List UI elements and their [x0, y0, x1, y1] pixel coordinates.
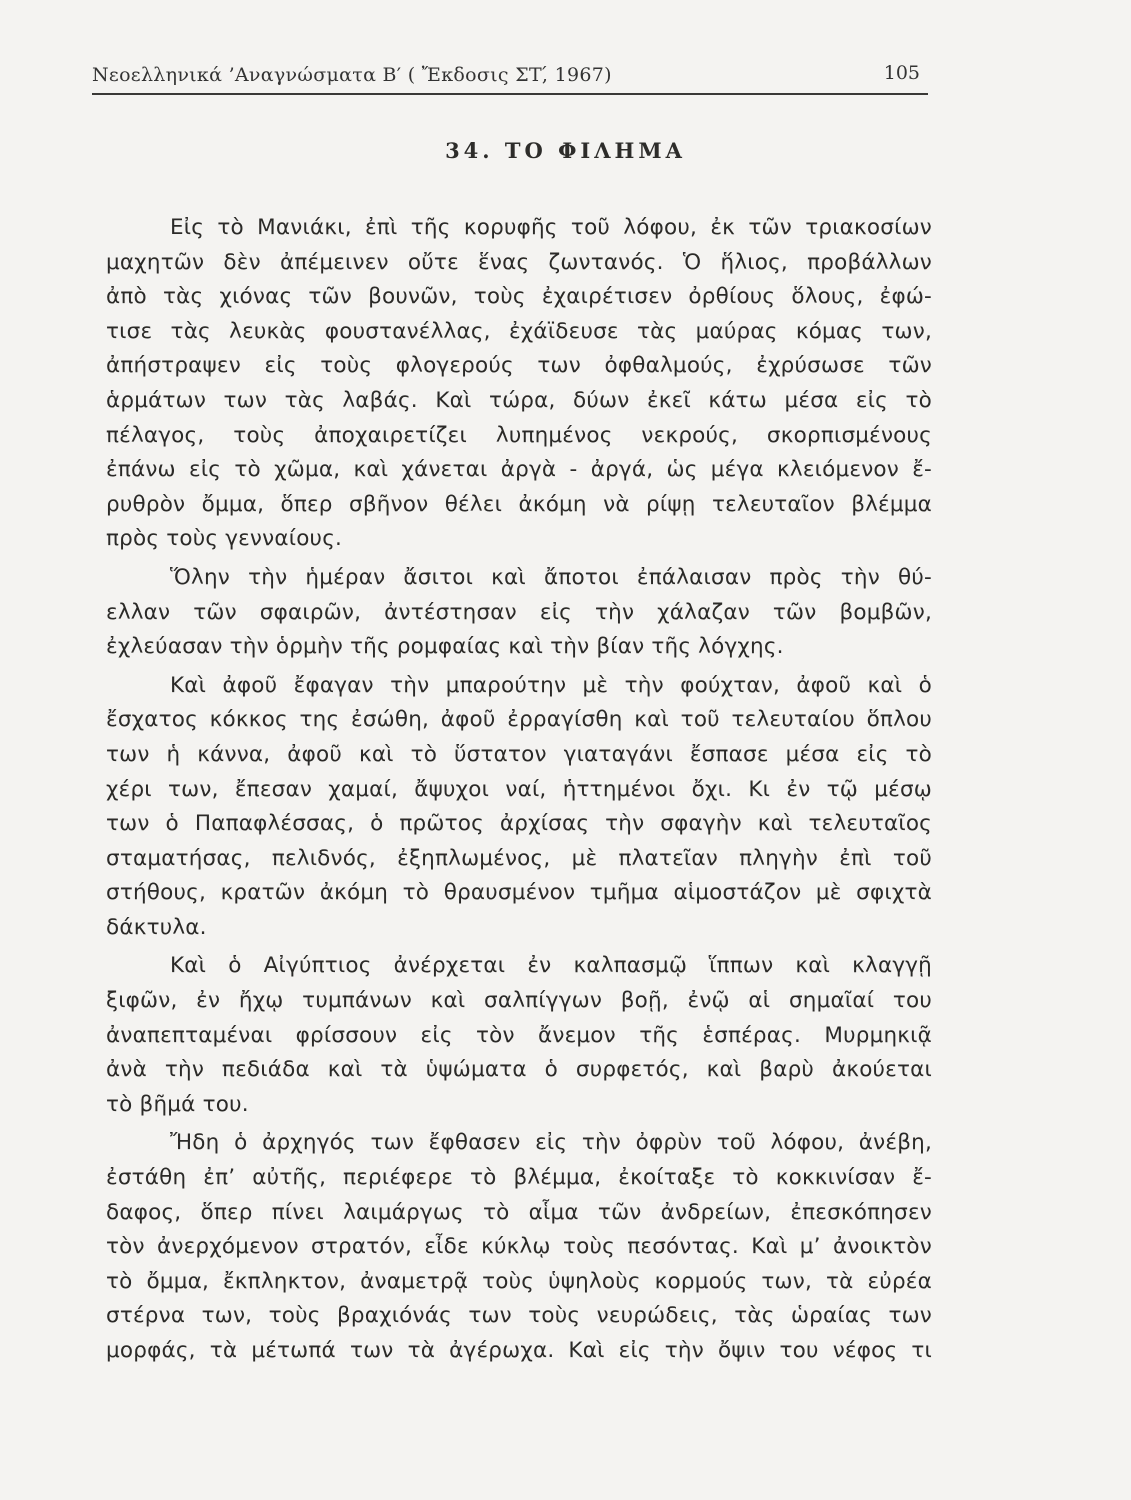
text-line: δάκτυλα. [106, 914, 207, 940]
text-line: χέρι των, ἔπεσαν χαμαί, ἄψυχοι ναί, ἡττημένοι ὄχι. Κι ἐν τῷ μέσῳ [106, 776, 932, 802]
text-line: δαφος, ὅπερ πίνει λαιμάργως τὸ αἷμα τῶν ἀνδρείων, ἐπεσκόπησεν [106, 1199, 932, 1225]
text-line: των ἡ κάννα, ἀφοῦ καὶ τὸ ὕστατον γιαταγάνι ἔσπασε μέσα εἰς τὸ [106, 741, 932, 767]
text-line: Εἰς τὸ Μανιάκι, ἐπὶ τῆς κορυφῆς τοῦ λόφου, ἐκ τῶν τριακοσίων [170, 215, 932, 240]
text-line: ἀνὰ τὴν πεδιάδα καὶ τὰ ὑψώματα ὁ συρφετός, καὶ βαρὺ ἀκούεται [106, 1057, 932, 1083]
text-line: ἀπὸ τὰς χιόνας τῶν βουνῶν, τοὺς ἐχαιρέτισεν ὀρθίους ὅλους, ἐφώ- [106, 284, 932, 310]
text-line: Ἤδη ὁ ἀρχηγός των ἔφθασεν εἰς τὴν ὀφρὺν τοῦ λόφου, ἀνέβη, [170, 1130, 932, 1156]
text-line: τισε τὰς λευκὰς φουστανέλλας, ἐχάϊδευσε τὰς μαύρας κόμας των, [106, 318, 932, 344]
running-title: Νεοελληνικά ’Αναγνώσματα Β′ ( Ἔκδοσις ΣΤ,́ 1967) [92, 64, 612, 86]
paragraph [106, 669, 932, 946]
text-body [106, 211, 932, 1369]
text-line: πέλαγος, τοὺς ἀποχαιρετίζει λυπημένος νεκρούς, σκορπισμένους [106, 422, 932, 448]
chapter-title: 34. ΤΟ ΦΙΛΗΜΑ [445, 138, 686, 163]
text-line: ἁρμάτων των τὰς λαβάς. Καὶ τώρα, δύων ἐκεῖ κάτω μέσα εἰς τὸ [106, 387, 932, 413]
paragraph [106, 1126, 932, 1368]
text-line: στέρνα των, τοὺς βραχιόνάς των τοὺς νευρώδεις, τὰς ὡραίας των [106, 1303, 932, 1329]
page-number: 105 [883, 62, 920, 84]
text-line: ἐχλεύασαν τὴν ὁρμὴν τῆς ρομφαίας καὶ τὴν βίαν τῆς λόγχης. [106, 634, 784, 660]
text-line: Καὶ ἀφοῦ ἔφαγαν τὴν μπαρούτην μὲ τὴν φούχταν, ἀφοῦ καὶ ὁ [170, 672, 932, 698]
text-line: τὸ βῆμά του. [106, 1091, 249, 1117]
text-line: ρυθρὸν ὄμμα, ὅπερ σβῆνον θέλει ἀκόμη νὰ ρίψῃ τελευταῖον βλέμμα [106, 491, 932, 517]
text-line: πρὸς τοὺς γενναίους. [106, 526, 343, 552]
text-line: ἀπήστραψεν εἰς τοὺς φλογερούς των ὀφθαλμούς, ἐχρύσωσε τῶν [106, 353, 932, 379]
text-line: Ὅλην τὴν ἡμέραν ἄσιτοι καὶ ἄποτοι ἐπάλαισαν πρὸς τὴν θύ- [170, 564, 932, 590]
text-line: ἐστάθη ἐπ’ αὐτῆς, περιέφερε τὸ βλέμμα, ἐκοίταξε τὸ κοκκινίσαν ἔ- [106, 1165, 932, 1191]
running-header [92, 62, 928, 92]
text-line: ελλαν τῶν σφαιρῶν, ἀντέστησαν εἰς τὴν χάλαζαν τῶν βομβῶν, [106, 599, 932, 625]
paragraph [106, 949, 932, 1122]
text-line: στήθους, κρατῶν ἀκόμη τὸ θραυσμένον τμῆμα αἱμοστάζον μὲ σφιχτὰ [106, 880, 932, 906]
text-line: ἐπάνω εἰς τὸ χῶμα, καὶ χάνεται ἀργὰ - ἀργά, ὡς μέγα κλειόμενον ἔ- [106, 457, 932, 483]
text-line: ἀναπεπταμέναι φρίσσουν εἰς τὸν ἄνεμον τῆς ἑσπέρας. Μυρμηκιᾷ [106, 1022, 932, 1048]
text-line: ἔσχατος κόκκος της ἐσώθη, ἀφοῦ ἐρραγίσθη καὶ τοῦ τελευταίου ὅπλου [106, 707, 932, 733]
text-line: μορφάς, τὰ μέτωπά των τὰ ἀγέρωχα. Καὶ εἰς τὴν ὄψιν του νέφος τι [106, 1338, 932, 1363]
header-rule [92, 93, 928, 95]
paragraph [106, 561, 932, 665]
text-line: Καὶ ὁ Αἰγύπτιος ἀνέρχεται ἐν καλπασμῷ ἵππων καὶ κλαγγῇ [170, 953, 932, 979]
text-line: μαχητῶν δὲν ἀπέμεινεν οὔτε ἕνας ζωντανός. Ὁ ἥλιος, προβάλλων [106, 249, 932, 275]
text-line: τὸ ὄμμα, ἔκπληκτον, ἀναμετρᾷ τοὺς ὑψηλοὺς κορμούς των, τὰ εὐρέα [106, 1268, 932, 1294]
text-line: τὸν ἀνερχόμενον στρατόν, εἶδε κύκλῳ τοὺς πεσόντας. Καὶ μ’ ἀνοικτὸν [106, 1234, 932, 1260]
text-line: ξιφῶν, ἐν ἤχῳ τυμπάνων καὶ σαλπίγγων βοῇ, ἐνῷ αἱ σημαῖαί του [106, 988, 932, 1014]
text-line: των ὁ Παπαφλέσσας, ὁ πρῶτος ἀρχίσας τὴν σφαγὴν καὶ τελευταῖος [106, 811, 932, 837]
paragraph [106, 211, 932, 557]
text-line: σταματήσας, πελιδνός, ἐξηπλωμένος, μὲ πλατεῖαν πληγὴν ἐπὶ τοῦ [106, 845, 932, 871]
